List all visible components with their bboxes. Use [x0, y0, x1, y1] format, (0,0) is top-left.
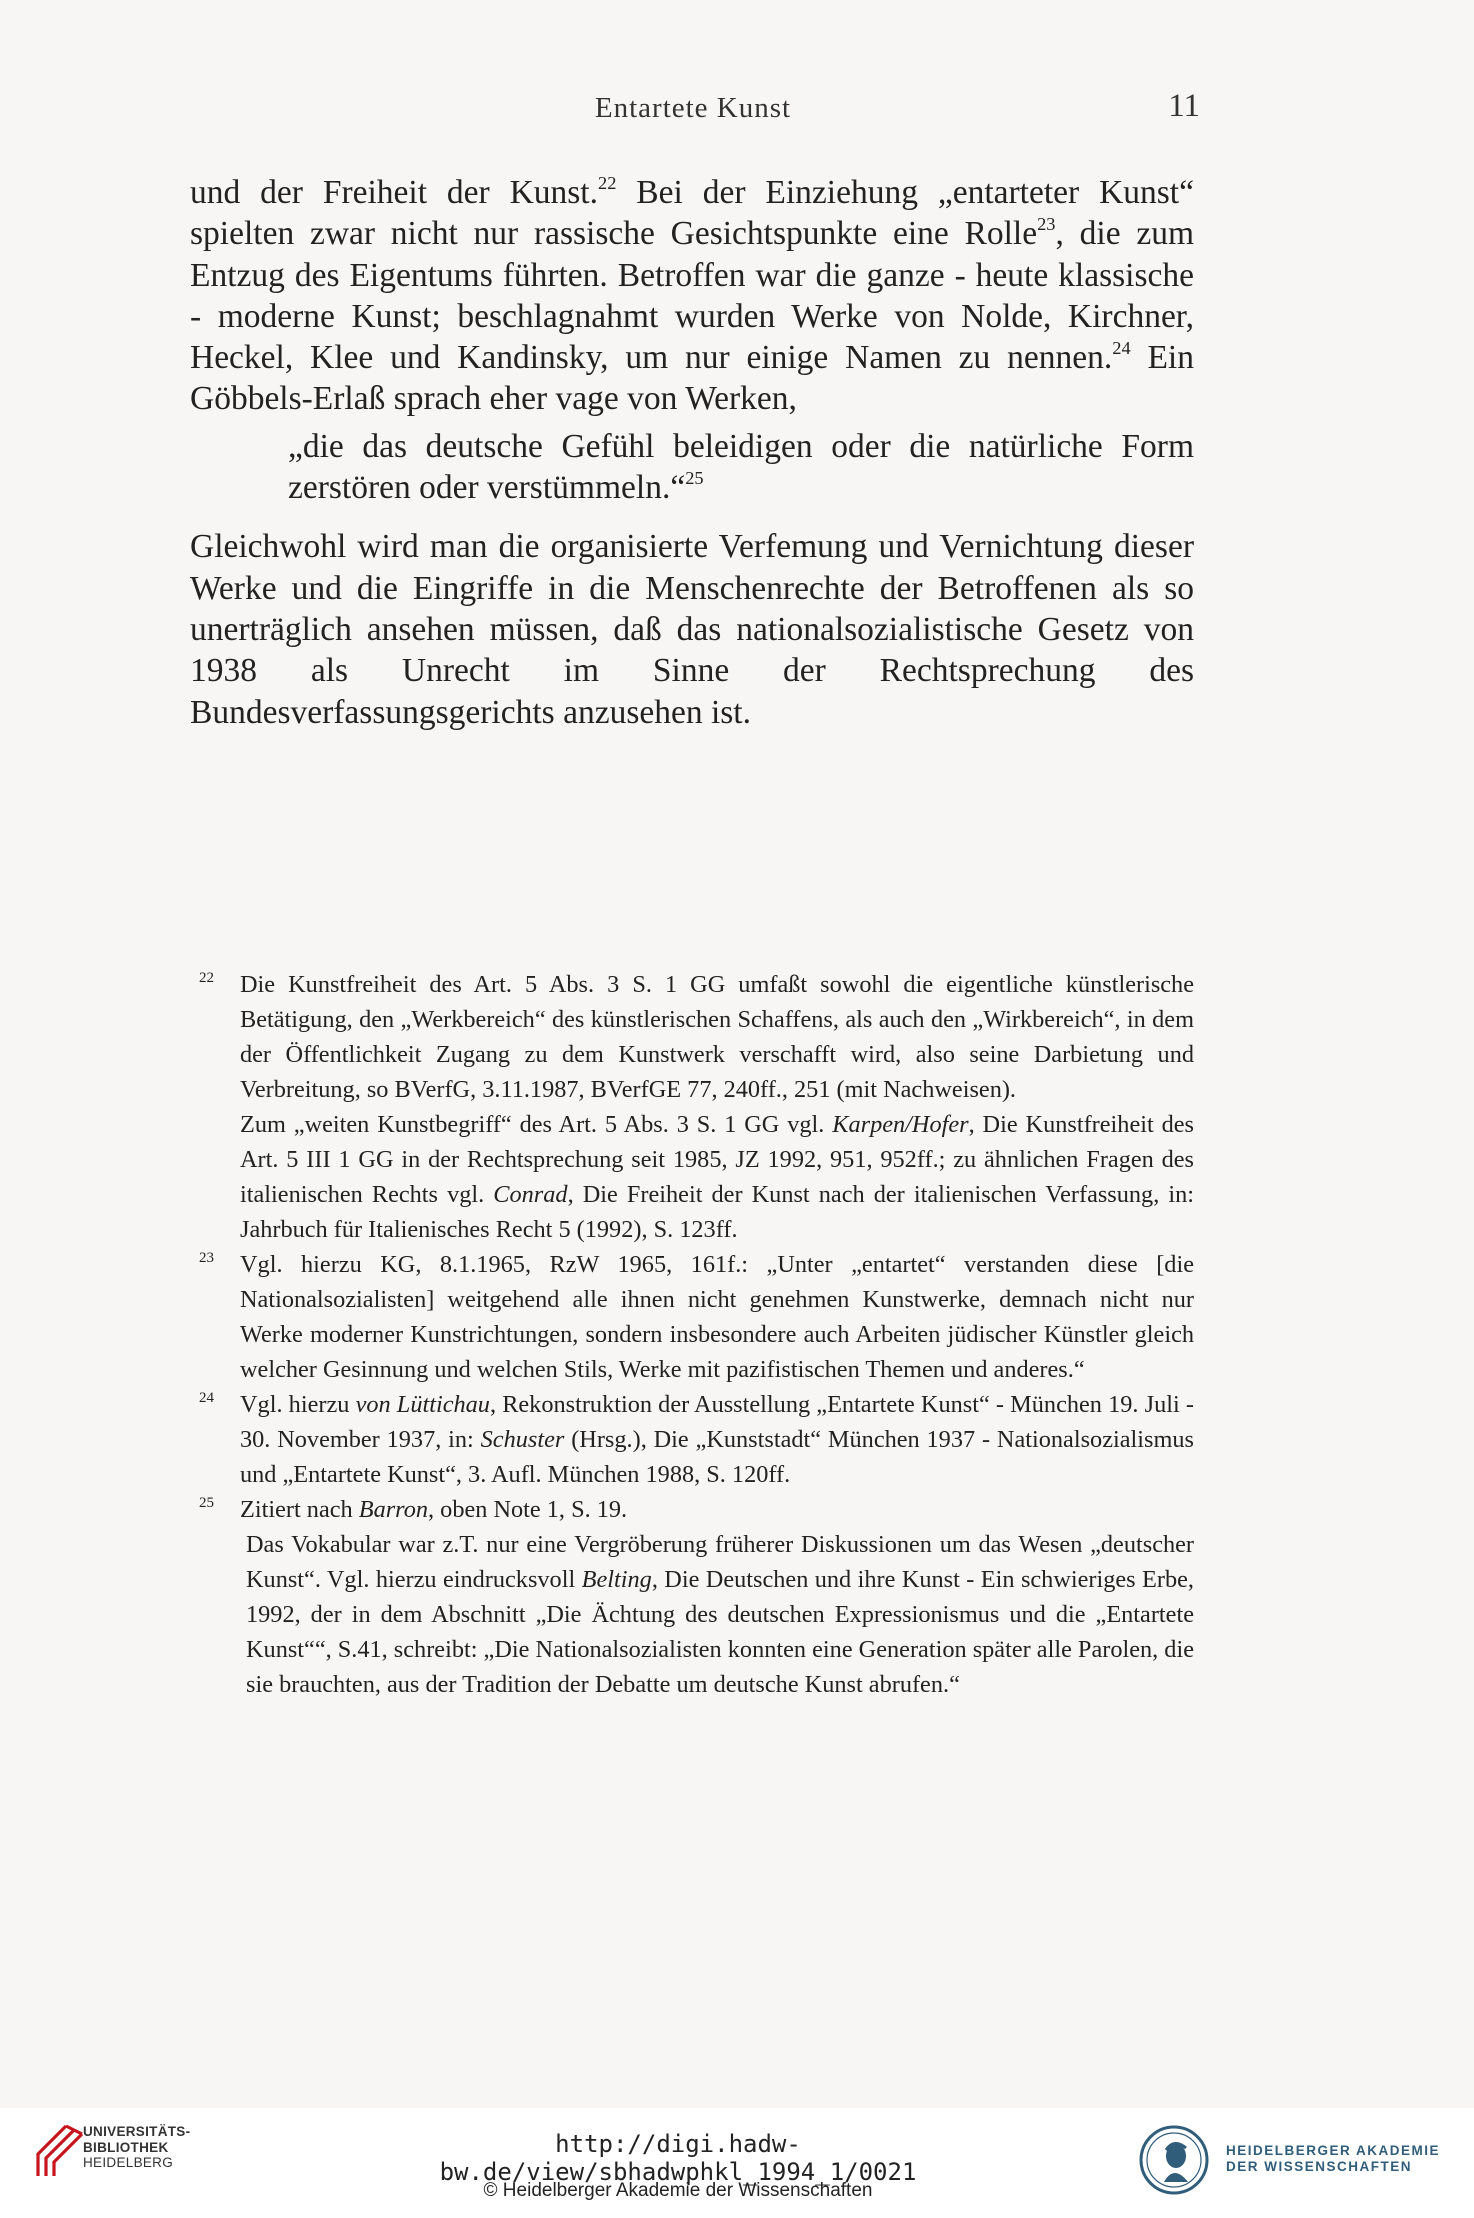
footnote-25-continued: Das Vokabular war z.T. nur eine Vergröberung früherer Diskussionen um das Wesen „deutscher Kunst“. Vgl. hierzu eindrucksvoll Belting, Die Deutschen und ihre Kunst - Ein schwieriges Erbe, 1992, der in dem Abschnitt „Die Ächtung des deutschen Expressionismus und die „Entartete Kunst““, S.41, schreibt: „Die Nationalsozialisten konnten eine Generation später alle Parolen, die sie brauchten, aus der Tradition der Debatte um deutsche Kunst abrufen.“	[246, 1531, 1194, 1698]
footnote-ref-25[interactable]: 25	[685, 468, 704, 489]
running-head	[0, 88, 1474, 132]
footnote-25: 25 Zitiert nach Barron, oben Note 1, S. 19.	[190, 1492, 1194, 1527]
footnote-number: 24	[199, 1390, 214, 1406]
paragraph-2: Gleichwohl wird man die organisierte Verfemung und Vernichtung dieser Werke und die Eingriffe in die Menschenrechte der Betroffenen als so unerträglich ansehen müssen, daß das nationalsozialistische Gesetz von 1938 als Unrecht im Sinne der Rechtsprechung des Bundesverfassungsgerichts anzusehen ist.	[190, 528, 1194, 731]
permalink-url[interactable]: http://digi.hadw-bw.de/view/sbhadwphkl_1994_1/0021	[439, 2130, 917, 2186]
footnote-ref-22[interactable]: 22	[598, 173, 617, 194]
author-name: Karpen/Hofer	[832, 1111, 969, 1138]
main-text	[190, 172, 1194, 733]
university-library-name: UNIVERSITÄTS- BIBLIOTHEK HEIDELBERG	[83, 2124, 191, 2170]
block-quote: „die das deutsche Gefühl beleidigen oder die natürliche Form zerstören oder verstümmeln.“$^{25}$	[288, 427, 1194, 507]
running-title: Entartete Kunst	[594, 92, 792, 124]
footnote-23: 23 Vgl. hierzu KG, 8.1.1965, RzW 1965, 161f.: „Unter „entartet“ verstanden diese [die Nationalsozialisten] weitgehend alle ihnen nicht genehmen Kunstwerke, demnach nicht nur Werke moderner Kunstrichtungen, sondern insbesondere auch Arbeiten jüdischer Künstler gleich welcher Gesinnung und welchen Stils, Werke mit pazifistischen Themen und anderes.“	[190, 1247, 1194, 1387]
author-name: Belting	[581, 1566, 652, 1593]
footnote-22-continued: Zum „weiten Kunstbegriff“ des Art. 5 Abs. 3 S. 1 GG vgl. Karpen/Hofer, Die Kunstfreiheit des Art. 5 III 1 GG in der Rechtsprechung seit 1985, JZ 1992, 951, 952ff.; zu ähnlichen Fragen des italienischen Rechts vgl. Conrad, Die Freiheit der Kunst nach der italienischen Verfassung, in: Jahrbuch für Italienisches Recht 5 (1992), S. 123ff.	[240, 1111, 1195, 1243]
academy-name: HEIDELBERGER AKADEMIE DER WISSENSCHAFTEN	[1226, 2143, 1441, 2174]
author-name: Conrad	[493, 1181, 568, 1208]
footnote-24: 24 Vgl. hierzu von Lüttichau, Rekonstruktion der Ausstellung „Entartete Kunst“ - München 19. Juli - 30. November 1937, in: Schuster (Hrsg.), Die „Kunststadt“ München 1937 - Nationalsozialismus und „Entartete Kunst“, 3. Aufl. München 1988, S. 120ff.	[190, 1387, 1194, 1492]
university-library-logo-icon[interactable]	[30, 2120, 90, 2180]
footnote-number: 25	[199, 1495, 214, 1511]
viewer-footer	[0, 2108, 1474, 2218]
author-name: von Lüttichau	[355, 1391, 490, 1418]
copyright-notice: © Heidelberger Akademie der Wissenschaften	[483, 2180, 873, 2201]
page-number: 11	[1168, 88, 1200, 124]
footnote-22: 22 Die Kunstfreiheit des Art. 5 Abs. 3 S. 1 GG umfaßt sowohl die eigentliche künstlerische Betätigung, den „Werkbereich“ des künstlerischen Schaffens, als auch den „Wirkbereich“, in dem der Öffentlichkeit Zugang zu dem Kunstwerk verschafft wird, also seine Darbietung und Verbreitung, so BVerfG, 3.11.1987, BVerfGE 77, 240ff., 251 (mit Nachweisen).	[190, 967, 1194, 1107]
author-name: Schuster	[480, 1426, 565, 1453]
footnote-ref-23[interactable]: 23	[1037, 214, 1056, 235]
footnotes	[190, 967, 1194, 1702]
author-name: Barron	[358, 1496, 429, 1523]
footnote-ref-24[interactable]: 24	[1112, 338, 1131, 359]
academy-seal-icon[interactable]	[1138, 2124, 1210, 2196]
footnote-number: 23	[199, 1250, 214, 1266]
footnote-number: 22	[199, 970, 214, 986]
paragraph-1: und der Freiheit der Kunst.$^{22}$ Bei der Einziehung „entarteter Kunst“ spielten zwar nicht nur rassische Gesichtspunkte eine Rolle$^{23}$, die zum Entzug des Eigentums führten. Betroffen war die ganze - heute klassische - moderne Kunst; beschlagnahmt wurden Werke von Nolde, Kirchner, Heckel, Klee und Kandinsky, um nur einige Namen zu nennen.$^{24}$ Ein Göbbels-Erlaß sprach eher vage von Werken,	[190, 173, 1194, 418]
